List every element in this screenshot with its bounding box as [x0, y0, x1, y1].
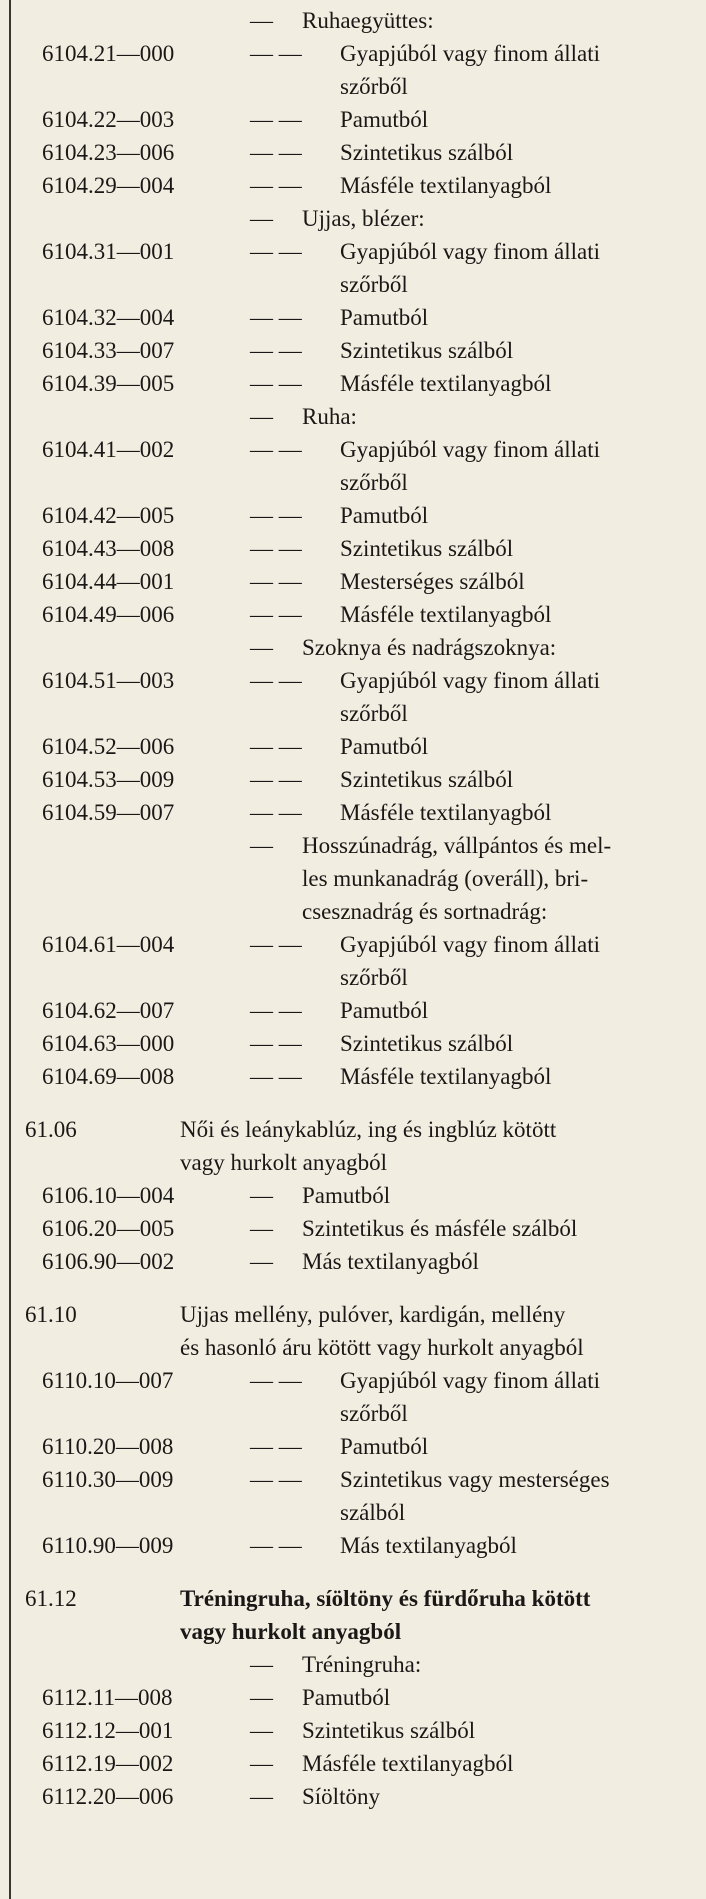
heading-entry	[0, 1113, 706, 1179]
description-line: Gyapjúból vagy finom állati	[340, 437, 600, 462]
description-line: Síöltöny	[302, 1784, 380, 1809]
tariff-code: 6110.30—009	[42, 1467, 174, 1492]
entry-description	[302, 1245, 706, 1278]
indent-dash: — —	[250, 338, 302, 363]
tariff-code: 6104.53—009	[42, 767, 175, 792]
tariff-code: 6104.21—000	[42, 41, 175, 66]
tariff-entry	[0, 301, 706, 334]
entry-description	[340, 994, 706, 1027]
description-line: Pamutból	[302, 1183, 391, 1208]
tariff-code: 6104.31—001	[42, 239, 175, 264]
indent-dash: —	[250, 1685, 273, 1710]
description-line: Gyapjúból vagy finom állati	[340, 932, 600, 957]
description-line: Mesterséges szálból	[340, 569, 525, 594]
indent-dash: —	[250, 1183, 273, 1208]
description-line: Másféle textilanyagból	[340, 1064, 552, 1089]
indent-dash: — —	[250, 173, 302, 198]
indent-dash: —	[250, 1249, 273, 1274]
description-line: Szintetikus szálból	[340, 536, 514, 561]
section-6112	[0, 1582, 706, 1813]
tariff-entry	[0, 829, 706, 928]
entry-description	[302, 4, 706, 37]
tariff-entry	[0, 1780, 706, 1813]
entry-description	[302, 1179, 706, 1212]
description-line: Gyapjúból vagy finom állati	[340, 239, 600, 264]
description-line: szőrből	[340, 74, 408, 99]
entry-description	[340, 1463, 706, 1529]
indent-dash: — —	[250, 1467, 302, 1492]
indent-dash: — —	[250, 503, 302, 528]
description-line: Pamutból	[340, 998, 429, 1023]
description-line: Másféle textilanyagból	[340, 173, 552, 198]
tariff-entry	[0, 4, 706, 37]
tariff-entry	[0, 1060, 706, 1093]
tariff-code: 6104.42—005	[42, 503, 175, 528]
description-line: szőrből	[340, 1401, 408, 1426]
indent-dash: — —	[250, 437, 302, 462]
tariff-entry	[0, 169, 706, 202]
heading-line: vagy hurkolt anyagból	[180, 1619, 402, 1644]
description-line: Másféle textilanyagból	[340, 800, 552, 825]
heading-code: 61.10	[25, 1302, 77, 1327]
indent-dash: — —	[250, 602, 302, 627]
description-line: szőrből	[340, 965, 408, 990]
tariff-entry	[0, 796, 706, 829]
entry-description	[340, 1060, 706, 1093]
indent-dash: —	[250, 1718, 273, 1743]
description-line: Más textilanyagból	[302, 1249, 479, 1274]
description-line: Szoknya és nadrágszoknya:	[302, 635, 557, 660]
indent-dash: — —	[250, 371, 302, 396]
indent-dash: — —	[250, 107, 302, 132]
tariff-entry	[0, 532, 706, 565]
entry-description	[302, 829, 706, 928]
entry-description	[302, 1780, 706, 1813]
tariff-entry	[0, 730, 706, 763]
section-6110	[0, 1298, 706, 1562]
tariff-code: 6106.90—002	[42, 1249, 175, 1274]
description-line: szőrből	[340, 470, 408, 495]
tariff-entry	[0, 1463, 706, 1529]
tariff-code: 6106.20—005	[42, 1216, 175, 1241]
tariff-code: 6106.10—004	[42, 1183, 175, 1208]
tariff-code: 6112.19—002	[42, 1751, 174, 1776]
tariff-entry	[0, 1364, 706, 1430]
indent-dash: — —	[250, 800, 302, 825]
tariff-code: 6104.52—006	[42, 734, 175, 759]
tariff-entry	[0, 1027, 706, 1060]
tariff-entry	[0, 565, 706, 598]
description-line: Pamutból	[340, 503, 429, 528]
entry-description	[302, 1747, 706, 1780]
tariff-entry	[0, 763, 706, 796]
indent-dash: —	[250, 206, 273, 231]
entry-description	[340, 499, 706, 532]
tariff-code: 6104.69—008	[42, 1064, 175, 1089]
tariff-code: 6104.39—005	[42, 371, 175, 396]
tariff-code: 6104.63—000	[42, 1031, 175, 1056]
tariff-code: 6104.32—004	[42, 305, 175, 330]
description-line: Szintetikus szálból	[340, 338, 514, 363]
tariff-entry	[0, 37, 706, 103]
indent-dash: —	[250, 1216, 273, 1241]
tariff-entry	[0, 1714, 706, 1747]
heading-line: Tréningruha, síöltöny és fürdőruha kötött	[180, 1586, 591, 1611]
tariff-entry	[0, 334, 706, 367]
description-line: Más textilanyagból	[340, 1533, 517, 1558]
indent-dash: — —	[250, 1368, 302, 1393]
description-line: Ruhaegyüttes:	[302, 8, 434, 33]
indent-dash: — —	[250, 734, 302, 759]
description-line: Gyapjúból vagy finom állati	[340, 41, 600, 66]
description-line: Másféle textilanyagból	[302, 1751, 514, 1776]
indent-dash: — —	[250, 305, 302, 330]
tariff-entry	[0, 235, 706, 301]
section-6106	[0, 1113, 706, 1278]
tariff-entry	[0, 1179, 706, 1212]
heading-line: és hasonló áru kötött vagy hurkolt anyagból	[180, 1335, 584, 1360]
entry-description	[340, 565, 706, 598]
description-line: Szintetikus és másféle szálból	[302, 1216, 578, 1241]
description-line: Hosszúnadrág, vállpántos és mel-	[302, 833, 612, 858]
indent-dash: —	[250, 1784, 273, 1809]
indent-dash: — —	[250, 767, 302, 792]
entry-description	[340, 598, 706, 631]
tariff-entry	[0, 598, 706, 631]
tariff-entry	[0, 1681, 706, 1714]
entry-description	[340, 532, 706, 565]
indent-dash: — —	[250, 1533, 302, 1558]
tariff-entry	[0, 664, 706, 730]
entry-description	[302, 1212, 706, 1245]
entry-description	[340, 103, 706, 136]
entry-description	[340, 433, 706, 499]
tariff-entry	[0, 367, 706, 400]
entry-description	[302, 1681, 706, 1714]
entry-description	[340, 136, 706, 169]
entry-description	[340, 1430, 706, 1463]
tariff-entry	[0, 202, 706, 235]
entry-description	[302, 202, 706, 235]
tariff-entry	[0, 136, 706, 169]
tariff-entry	[0, 994, 706, 1027]
indent-dash: — —	[250, 536, 302, 561]
description-line: Másféle textilanyagból	[340, 602, 552, 627]
tariff-code: 6104.62—007	[42, 998, 175, 1023]
description-line: Ruha:	[302, 404, 357, 429]
tariff-entry	[0, 400, 706, 433]
description-line: Szintetikus szálból	[340, 140, 514, 165]
tariff-entry	[0, 433, 706, 499]
indent-dash: —	[250, 8, 273, 33]
description-line: Pamutból	[302, 1685, 391, 1710]
tariff-entry	[0, 1747, 706, 1780]
tariff-code: 6110.20—008	[42, 1434, 174, 1459]
entry-description	[340, 928, 706, 994]
entry-description	[340, 664, 706, 730]
tariff-entry	[0, 1430, 706, 1463]
entry-description	[302, 1714, 706, 1747]
tariff-entry	[0, 928, 706, 994]
tariff-code: 6110.10—007	[42, 1368, 174, 1393]
description-line: Pamutból	[340, 1434, 429, 1459]
heading-line: Női és leánykablúz, ing és ingblúz kötött	[180, 1117, 557, 1142]
entry-description	[340, 169, 706, 202]
tariff-code: 6104.23—006	[42, 140, 175, 165]
tariff-entry	[0, 1529, 706, 1562]
description-line: Pamutból	[340, 107, 429, 132]
tariff-entry	[0, 1648, 706, 1681]
entry-description	[340, 37, 706, 103]
entry-description	[302, 1648, 706, 1681]
indent-dash: —	[250, 1751, 273, 1776]
tariff-code: 6104.29—004	[42, 173, 175, 198]
description-line: Szintetikus szálból	[340, 1031, 514, 1056]
entry-description	[340, 1529, 706, 1562]
description-line: szőrből	[340, 272, 408, 297]
description-line: Gyapjúból vagy finom állati	[340, 1368, 600, 1393]
heading-code: 61.12	[25, 1586, 77, 1611]
indent-dash: —	[250, 404, 273, 429]
tariff-code: 6112.20—006	[42, 1784, 174, 1809]
indent-dash: —	[250, 833, 273, 858]
tariff-entry	[0, 103, 706, 136]
description-line: Szintetikus szálból	[302, 1718, 476, 1743]
tariff-code: 6104.22—003	[42, 107, 175, 132]
entry-description	[340, 730, 706, 763]
entry-description	[302, 631, 706, 664]
heading-description	[180, 1582, 706, 1648]
tariff-entry	[0, 1212, 706, 1245]
description-line: Szintetikus szálból	[340, 767, 514, 792]
tariff-code: 6104.41—002	[42, 437, 175, 462]
tariff-code: 6104.33—007	[42, 338, 175, 363]
entry-description	[340, 796, 706, 829]
entry-description	[302, 400, 706, 433]
tariff-code: 6104.51—003	[42, 668, 175, 693]
tariff-entry	[0, 1245, 706, 1278]
indent-dash: — —	[250, 1434, 302, 1459]
description-line: Szintetikus vagy mesterséges	[340, 1467, 610, 1492]
description-line: Pamutból	[340, 734, 429, 759]
description-line: Pamutból	[340, 305, 429, 330]
tariff-code: 6104.59—007	[42, 800, 175, 825]
entry-description	[340, 763, 706, 796]
tariff-entry	[0, 631, 706, 664]
tariff-code: 6104.61—004	[42, 932, 175, 957]
tariff-code: 6112.12—001	[42, 1718, 174, 1743]
tariff-code: 6104.49—006	[42, 602, 175, 627]
entry-description	[340, 334, 706, 367]
indent-dash: —	[250, 635, 273, 660]
tariff-code: 6104.43—008	[42, 536, 175, 561]
entry-description	[340, 301, 706, 334]
heading-line: vagy hurkolt anyagból	[180, 1150, 387, 1175]
indent-dash: — —	[250, 140, 302, 165]
description-line: Másféle textilanyagból	[340, 371, 552, 396]
description-line: csesznadrág és sortnadrág:	[302, 899, 548, 924]
entry-description	[340, 1364, 706, 1430]
indent-dash: — —	[250, 569, 302, 594]
tariff-code: 6104.44—001	[42, 569, 175, 594]
indent-dash: — —	[250, 998, 302, 1023]
heading-line: Ujjas mellény, pulóver, kardigán, mellény	[180, 1302, 566, 1327]
indent-dash: —	[250, 1652, 273, 1677]
entry-description	[340, 1027, 706, 1060]
tariff-entry	[0, 499, 706, 532]
heading-description	[180, 1113, 706, 1179]
heading-description	[180, 1298, 706, 1364]
indent-dash: — —	[250, 932, 302, 957]
indent-dash: — —	[250, 1064, 302, 1089]
indent-dash: — —	[250, 239, 302, 264]
indent-dash: — —	[250, 1031, 302, 1056]
heading-code: 61.06	[25, 1117, 77, 1142]
description-line: szálból	[340, 1500, 406, 1525]
tariff-code: 6110.90—009	[42, 1533, 174, 1558]
entry-description	[340, 367, 706, 400]
tariff-code: 6112.11—008	[42, 1685, 173, 1710]
entry-description	[340, 235, 706, 301]
description-line: Gyapjúból vagy finom állati	[340, 668, 600, 693]
description-line: Ujjas, blézer:	[302, 206, 425, 231]
indent-dash: — —	[250, 41, 302, 66]
description-line: Tréningruha:	[302, 1652, 422, 1677]
description-line: szőrből	[340, 701, 408, 726]
description-line: les munkanadrág (overáll), bri-	[302, 866, 589, 891]
heading-entry	[0, 1298, 706, 1364]
heading-entry	[0, 1582, 706, 1648]
indent-dash: — —	[250, 668, 302, 693]
